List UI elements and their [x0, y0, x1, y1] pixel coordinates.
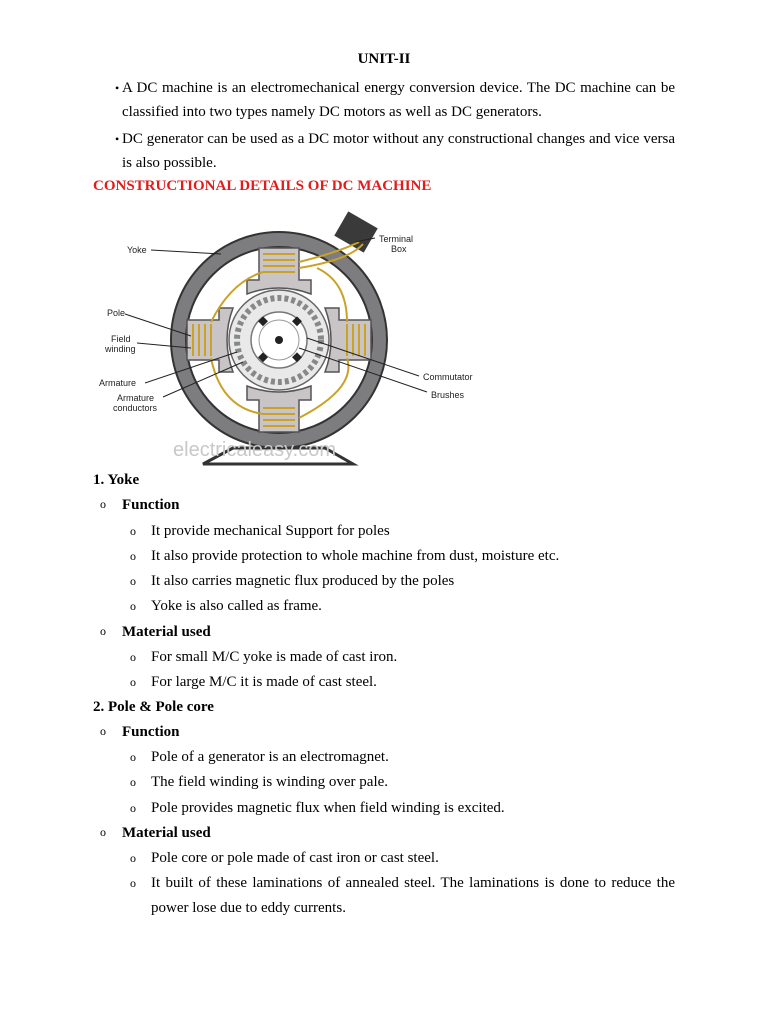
list-item: o It provide mechanical Support for poles	[130, 519, 675, 544]
sub-heading-label: Function	[122, 724, 180, 740]
label-armature-conductors-2: conductors	[113, 403, 158, 413]
sub-heading-label: Material used	[122, 825, 211, 841]
section-title-yoke: 1. Yoke	[93, 472, 140, 488]
list-item: o It also provide protection to whole machine from dust, moisture etc.	[130, 544, 675, 569]
section-title-pole: 2. Pole & Pole core	[93, 699, 214, 715]
label-pole: Pole	[107, 308, 126, 318]
list-item-text: For large M/C it is made of cast steel.	[151, 674, 377, 690]
bullet-glyph: •	[115, 132, 120, 146]
sub-glyph: o	[100, 825, 106, 839]
label-armature-conductors: Armature	[117, 393, 155, 403]
label-yoke: Yoke	[127, 245, 147, 255]
sub-glyph: o	[100, 624, 106, 638]
list-item-text: It also carries magnetic flux produced by the poles	[151, 573, 455, 589]
sub-glyph: o	[100, 497, 106, 511]
list-item: o Pole of a generator is an electromagnet.	[130, 745, 675, 770]
list-item: o It built of these laminations of annealed steel. The laminations is done to reduce the power lose due to eddy currents.	[130, 871, 675, 921]
list-item-text: It also provide protection to whole machine from dust, moisture etc.	[151, 548, 560, 564]
intro-bullet	[93, 127, 675, 175]
list-item: o For small M/C yoke is made of cast iron.	[130, 645, 675, 670]
sub-heading-label: Material used	[122, 624, 211, 640]
label-field-winding: Field	[111, 334, 131, 344]
intro-bullet	[93, 76, 675, 124]
list-item-text: Pole of a generator is an electromagnet.	[151, 749, 389, 765]
list-item: o The field winding is winding over pale.	[130, 770, 675, 795]
list-item: o For large M/C it is made of cast steel.	[130, 670, 675, 695]
terminal-box	[334, 211, 377, 252]
section-heading: CONSTRUCTIONAL DETAILS OF DC MACHINE	[93, 178, 432, 194]
label-armature: Armature	[99, 378, 137, 388]
list-item-text: Pole provides magnetic flux when field winding is excited.	[151, 800, 505, 816]
list-item-text: Pole core or pole made of cast iron or cast steel.	[151, 850, 439, 866]
list-item-text: The field winding is winding over pale.	[151, 774, 389, 790]
list-item-text: It built of these laminations of annealed steel. The laminations is done to reduce the power lose due to eddy currents.	[151, 875, 675, 916]
list-item-text: It provide mechanical Support for poles	[151, 523, 390, 539]
sub-heading-label: Function	[122, 497, 180, 513]
page-title: UNIT-II	[357, 51, 411, 67]
list-item: o Pole core or pole made of cast iron or cast steel.	[130, 846, 675, 871]
dc-machine-diagram	[93, 212, 473, 466]
intro-bullet-text: A DC machine is an electromechanical energy conversion device. The DC machine can be classified into two types namely DC motors as well as DC generators.	[122, 80, 675, 120]
label-brushes: Brushes	[431, 390, 465, 400]
intro-bullet-text: DC generator can be used as a DC motor without any constructional changes and vice versa is also possible.	[122, 131, 675, 171]
list-item: o It also carries magnetic flux produced by the poles	[130, 569, 675, 594]
bullet-glyph: •	[115, 81, 120, 95]
list-item-text: Yoke is also called as frame.	[151, 598, 322, 614]
list-item: o Pole provides magnetic flux when field winding is excited.	[130, 796, 675, 821]
watermark: electricaleasy.com	[173, 439, 337, 461]
shaft	[275, 336, 283, 344]
label-terminal-box: Terminal	[379, 234, 414, 244]
list-item-text: For small M/C yoke is made of cast iron.	[151, 649, 398, 665]
label-terminal-box-2: Box	[391, 244, 407, 254]
label-commutator: Commutator	[423, 372, 473, 382]
list-item: o Yoke is also called as frame.	[130, 594, 675, 619]
sub-glyph: o	[100, 724, 106, 738]
label-field-winding-2: winding	[105, 344, 136, 354]
